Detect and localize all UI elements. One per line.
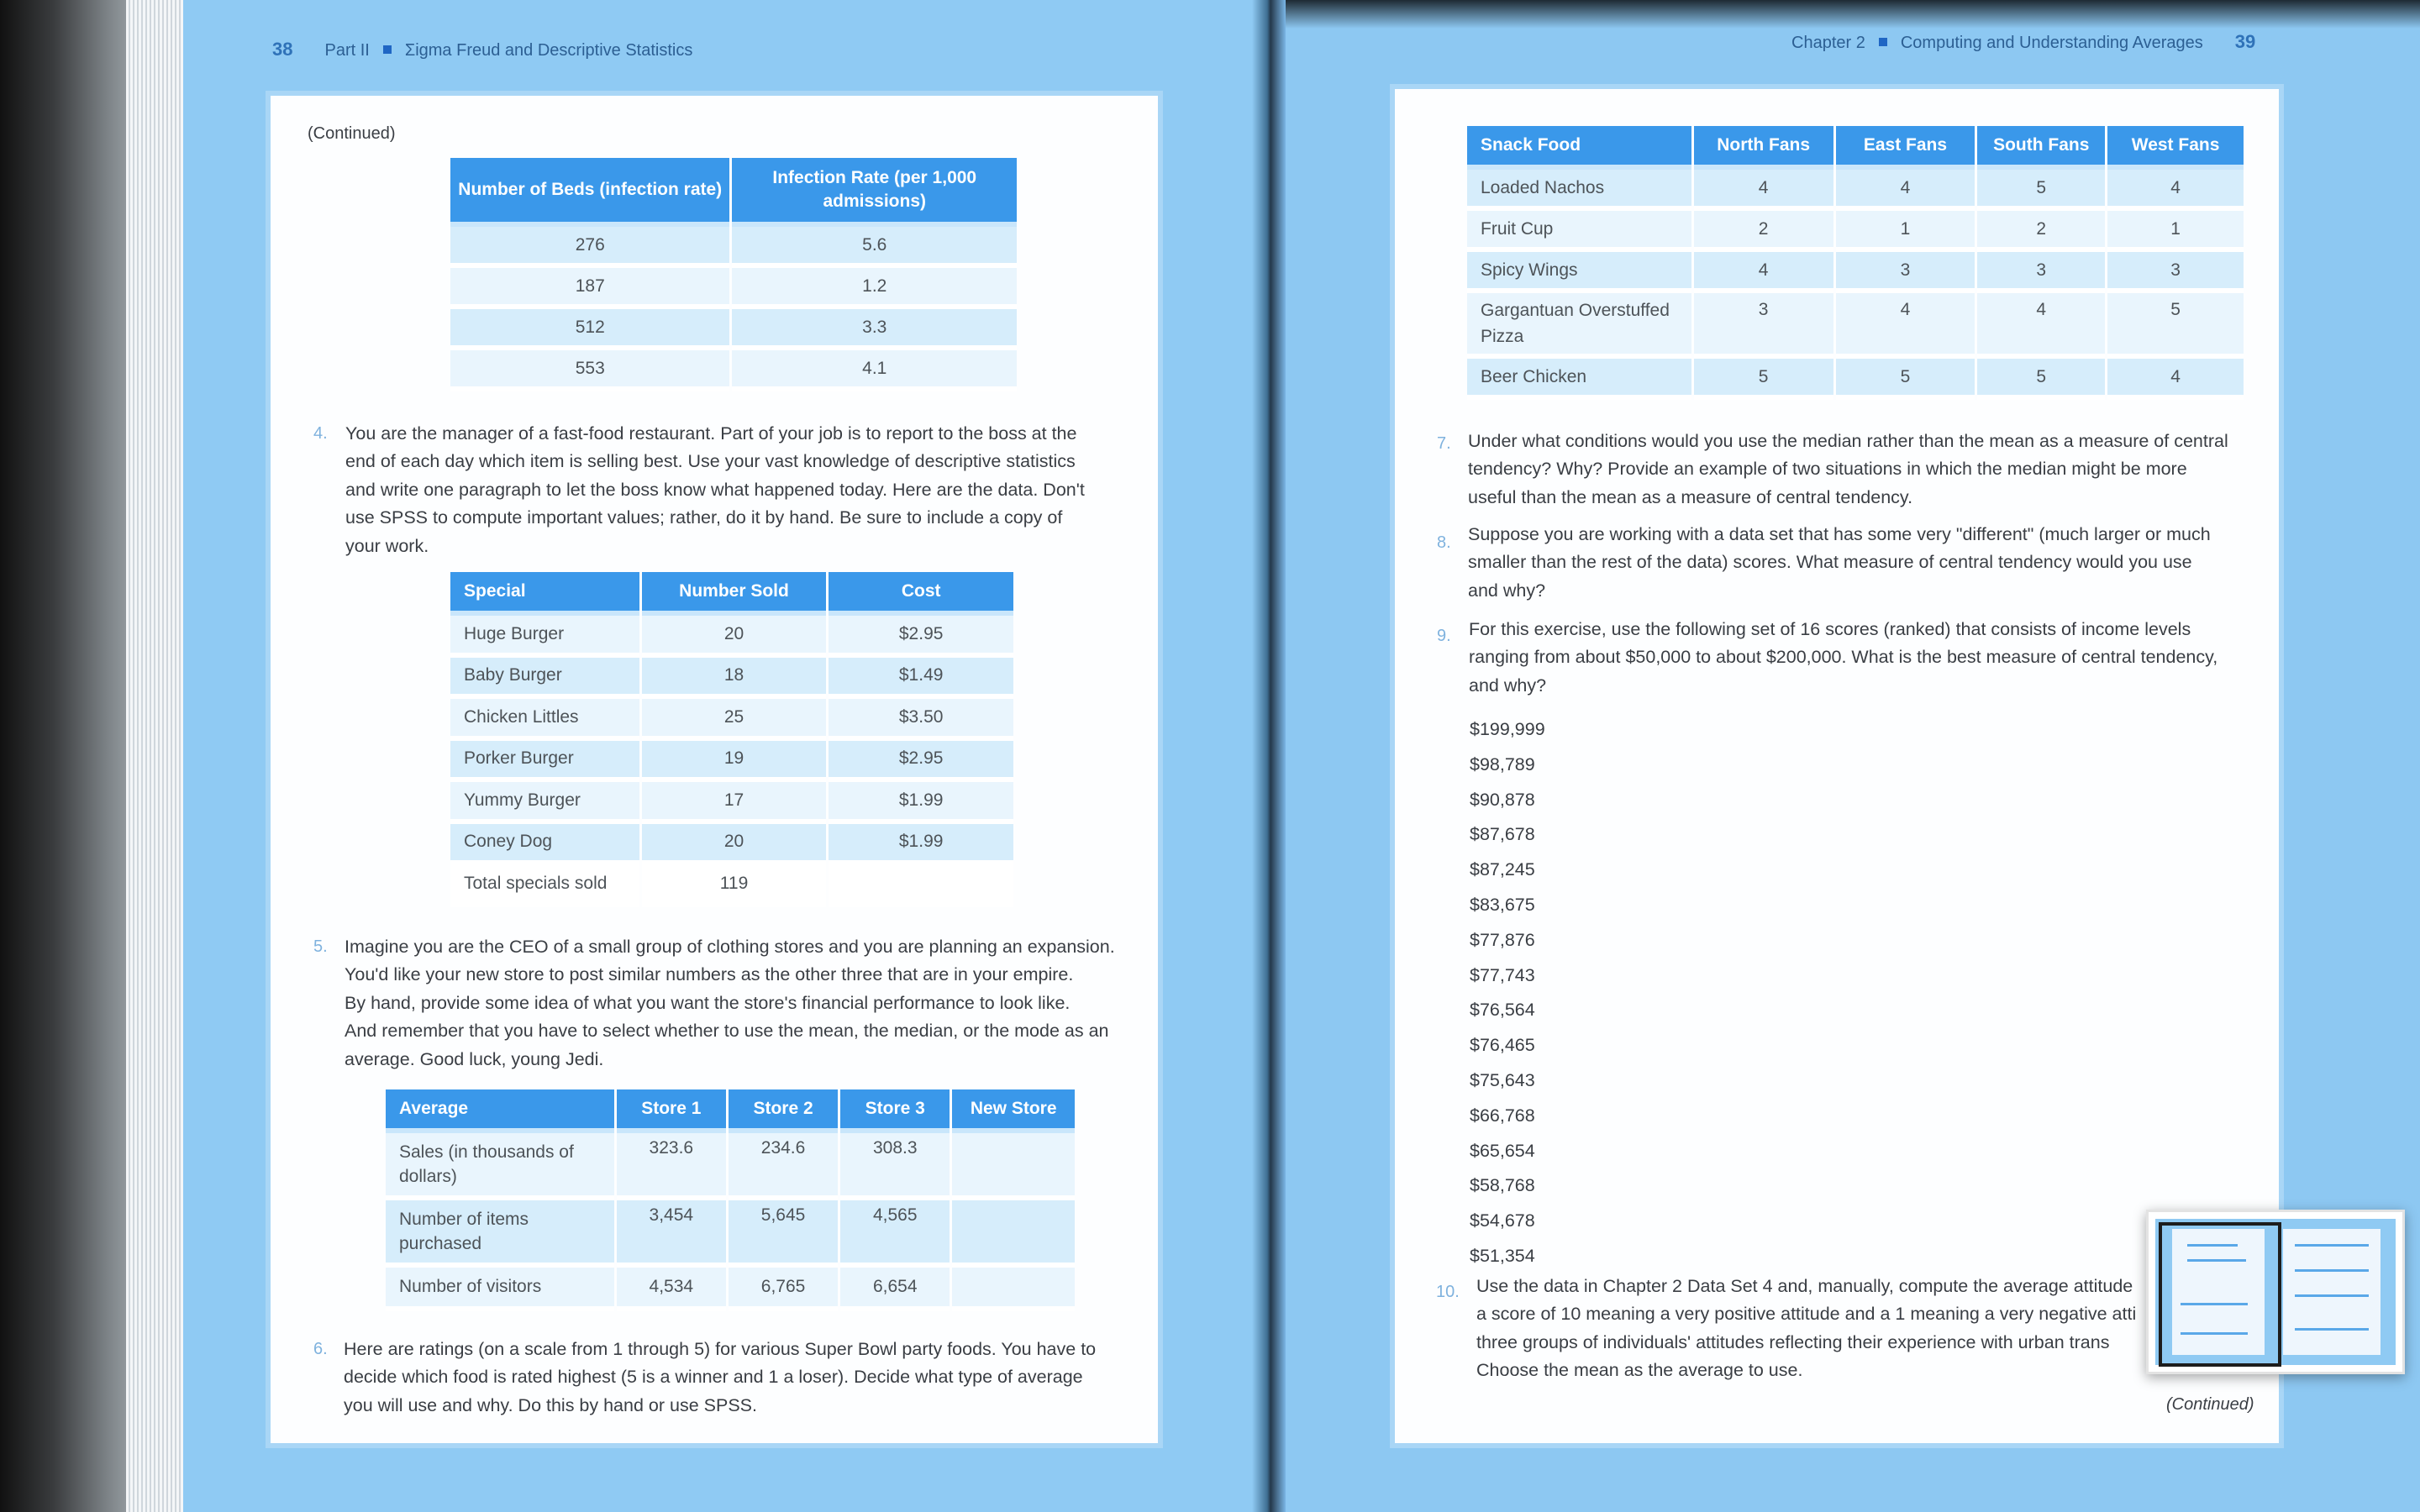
table-cell: 3.3 <box>732 309 1017 350</box>
table-cell: 4 <box>1836 170 1975 211</box>
text-line: Suppose you are working with a data set that has some very "different" (much larger or much <box>1468 524 2211 544</box>
question-7-text <box>1468 428 2228 512</box>
table-cell: 1 <box>1836 211 1975 252</box>
question-number: 7. <box>1437 434 1451 453</box>
table-cell: 119 <box>642 865 827 907</box>
question-10-text <box>1476 1273 2140 1385</box>
table-cell: 512 <box>450 309 729 350</box>
table-cell: 276 <box>450 227 729 268</box>
list-item: $76,564 <box>1470 1000 1535 1021</box>
page-thumbnail-navigator[interactable] <box>2146 1210 2405 1374</box>
list-item: $90,878 <box>1470 789 1535 810</box>
left-book-edge <box>0 0 134 1512</box>
table-cell: 5 <box>1977 170 2105 211</box>
table-cell: 4 <box>2107 170 2244 211</box>
table-cell: 553 <box>450 350 729 391</box>
table-cell: Loaded Nachos <box>1467 170 1691 211</box>
continued-label-right: (Continued) <box>2166 1395 2254 1414</box>
table-cell: 4.1 <box>732 350 1017 391</box>
text-line: ranging from about $50,000 to about $200,000. What is the best measure of central tendency, <box>1469 647 2218 668</box>
thumbnail-table-line <box>2295 1294 2369 1297</box>
question-number: 6. <box>313 1340 328 1358</box>
text-line: Imagine you are the CEO of a small group of clothing stores and you are planning an expansion. <box>345 937 1115 957</box>
income-list <box>1470 712 1545 1274</box>
list-item: $65,654 <box>1470 1140 1535 1161</box>
page-number-left: 38 <box>272 39 293 60</box>
question-6-text <box>344 1336 1096 1420</box>
list-item: $199,999 <box>1470 719 1545 739</box>
table-cell: Fruit Cup <box>1467 211 1691 252</box>
question-number: 5. <box>313 937 328 956</box>
table-cell: 1.2 <box>732 268 1017 309</box>
table-header: Number Sold <box>642 572 827 616</box>
table-cell: Chicken Littles <box>450 699 639 741</box>
text-line: Here are ratings (on a scale from 1 through 5) for various Super Bowl party foods. You have to <box>344 1339 1097 1359</box>
table-header: Store 2 <box>729 1089 838 1133</box>
table-cell: 3 <box>1836 252 1975 293</box>
continued-label: (Continued) <box>308 124 396 143</box>
chapter-label: Chapter 2 <box>1791 34 1865 52</box>
table-cell: $1.99 <box>829 824 1013 866</box>
table-cell: 187 <box>450 268 729 309</box>
table-cell: Total specials sold <box>450 865 639 907</box>
question-number: 8. <box>1437 533 1451 552</box>
table-cell: $2.95 <box>829 616 1013 658</box>
table-cell: 4 <box>1694 170 1833 211</box>
table-cell: 323.6 <box>617 1133 726 1200</box>
table-cell: Huge Burger <box>450 616 639 658</box>
table-cell: 2 <box>1694 211 1833 252</box>
text-line: use SPSS to compute important values; rather, do it by hand. Be sure to include a copy of <box>345 507 1063 528</box>
text-line: and write one paragraph to let the boss know what happened today. Here are the data. Don't <box>345 479 1085 500</box>
thumbnail-preview <box>2155 1219 2396 1365</box>
table-cell: 25 <box>642 699 827 741</box>
thumbnail-table-line <box>2295 1328 2369 1331</box>
question-number: 9. <box>1437 627 1451 645</box>
question-8-text <box>1468 521 2211 605</box>
table-cell: Porker Burger <box>450 741 639 783</box>
list-item: $77,876 <box>1470 929 1535 950</box>
table-header: West Fans <box>2107 126 2244 170</box>
table-cell: 20 <box>642 616 827 658</box>
question-5-text <box>345 933 1115 1074</box>
text-line: average. Good luck, young Jedi. <box>345 1048 604 1069</box>
table-cell: 6,654 <box>840 1268 950 1311</box>
part-label: Part II <box>324 41 370 60</box>
table-cell: 18 <box>642 658 827 700</box>
text-line: And remember that you have to select whether to use the mean, the median, or the mode as an <box>345 1021 1109 1042</box>
chapter-title: Computing and Understanding Averages <box>1900 34 2203 52</box>
list-item: $87,245 <box>1470 859 1535 880</box>
question-number: 10. <box>1436 1283 1460 1301</box>
page-number-right: 39 <box>2234 31 2256 52</box>
table-cell: 3,454 <box>617 1200 726 1268</box>
table-cell: $2.95 <box>829 741 1013 783</box>
list-item: $51,354 <box>1470 1245 1535 1266</box>
list-item: $76,465 <box>1470 1035 1535 1056</box>
table-cell: 20 <box>642 824 827 866</box>
table-cell: 1 <box>2107 211 2244 252</box>
text-line: Choose the mean as the average to use. <box>1476 1360 1803 1381</box>
table-header: Number of Beds (infection rate) <box>450 158 729 227</box>
text-line: You are the manager of a fast-food restaurant. Part of your job is to report to the boss at the <box>345 423 1077 444</box>
table-cell: Number of visitors <box>386 1268 614 1311</box>
book-gutter <box>1252 0 1286 1512</box>
table-cell: 234.6 <box>729 1133 838 1200</box>
table-cell: Beer Chicken <box>1467 359 1691 400</box>
text-line: three groups of individuals' attitudes reflecting their experience with urban trans <box>1476 1331 2110 1352</box>
question-number: 4. <box>313 424 328 443</box>
thumbnail-right-page <box>2283 1229 2381 1355</box>
list-item: $66,768 <box>1470 1105 1535 1126</box>
snack-table <box>1465 126 2246 400</box>
text-line: You'd like your new store to post similar numbers as the other three that are in your empire. <box>345 964 1074 985</box>
table-header: Infection Rate (per 1,000 admissions) <box>732 158 1017 227</box>
text-line: smaller than the rest of the data) scores. What measure of central tendency would you use <box>1468 552 2192 573</box>
thumbnail-table-line <box>2295 1244 2369 1247</box>
table-cell: 5,645 <box>729 1200 838 1268</box>
table-cell <box>829 865 1013 907</box>
table-cell: 6,765 <box>729 1268 838 1311</box>
table-header: Store 1 <box>617 1089 726 1133</box>
table-cell: 4,565 <box>840 1200 950 1268</box>
table-header: Snack Food <box>1467 126 1691 170</box>
table-cell: $1.49 <box>829 658 1013 700</box>
table-cell: 4 <box>1694 252 1833 293</box>
text-line: and why? <box>1469 675 1547 696</box>
question-9-text <box>1469 616 2217 700</box>
list-item: $54,678 <box>1470 1210 1535 1231</box>
text-line: Under what conditions would you use the median rather than the mean as a measure of central <box>1468 431 2228 451</box>
table-cell: 5 <box>1694 359 1833 400</box>
table-cell: 5.6 <box>732 227 1017 268</box>
thumbnail-table-line <box>2295 1269 2369 1272</box>
table-cell: 4 <box>1836 293 1975 359</box>
table-cell: 17 <box>642 782 827 824</box>
text-line: For this exercise, use the following set of 16 scores (ranked) that consists of income levels <box>1469 619 2191 639</box>
table-header: North Fans <box>1694 126 1833 170</box>
text-line: your work. <box>345 535 429 556</box>
stores-table <box>383 1089 1077 1311</box>
text-line: a score of 10 meaning a very positive attitude and a 1 meaning a very negative atti <box>1476 1304 2137 1325</box>
beds-table <box>448 158 1019 391</box>
table-cell: 19 <box>642 741 827 783</box>
table-cell: Gargantuan Overstuffed Pizza <box>1467 293 1691 359</box>
list-item: $83,675 <box>1470 894 1535 915</box>
table-cell: 5 <box>2107 293 2244 359</box>
list-item: $58,768 <box>1470 1175 1535 1196</box>
table-header: Average <box>386 1089 614 1133</box>
table-header: New Store <box>952 1089 1075 1133</box>
text-line: you will use and why. Do this by hand or use SPSS. <box>344 1394 757 1415</box>
table-cell: Sales (in thousands of dollars) <box>386 1133 614 1200</box>
text-line: and why? <box>1468 580 1546 601</box>
table-cell: Baby Burger <box>450 658 639 700</box>
table-header: Store 3 <box>840 1089 950 1133</box>
table-header: East Fans <box>1836 126 1975 170</box>
table-cell: 4 <box>2107 359 2244 400</box>
question-4-text <box>345 420 1085 560</box>
table-cell: 5 <box>1977 359 2105 400</box>
table-cell <box>952 1268 1075 1311</box>
table-cell: 3 <box>1694 293 1833 359</box>
specials-table <box>448 572 1016 907</box>
table-cell: 308.3 <box>840 1133 950 1200</box>
left-running-head <box>272 39 692 60</box>
list-item: $87,678 <box>1470 824 1535 845</box>
text-line: tendency? Why? Provide an example of two situations in which the median might be more <box>1468 459 2187 480</box>
table-header: Special <box>450 572 639 616</box>
table-cell: 4 <box>1977 293 2105 359</box>
table-cell: Number of items purchased <box>386 1200 614 1268</box>
table-cell: Spicy Wings <box>1467 252 1691 293</box>
table-cell: $3.50 <box>829 699 1013 741</box>
table-cell: 4,534 <box>617 1268 726 1311</box>
text-line: end of each day which item is selling best. Use your vast knowledge of descriptive statistics <box>345 451 1076 472</box>
thumbnail-viewport-frame[interactable] <box>2159 1222 2281 1367</box>
text-line: Use the data in Chapter 2 Data Set 4 and, manually, compute the average attitude <box>1476 1276 2133 1296</box>
table-cell: $1.99 <box>829 782 1013 824</box>
table-cell: 3 <box>2107 252 2244 293</box>
square-bullet-icon <box>383 45 392 54</box>
list-item: $75,643 <box>1470 1069 1535 1090</box>
table-cell: Yummy Burger <box>450 782 639 824</box>
table-header: Cost <box>829 572 1013 616</box>
text-line: useful than the mean as a measure of central tendency. <box>1468 486 1913 507</box>
table-cell: 2 <box>1977 211 2105 252</box>
table-cell <box>952 1133 1075 1200</box>
table-cell: 5 <box>1836 359 1975 400</box>
section-title: Σigma Freud and Descriptive Statistics <box>404 41 693 60</box>
square-bullet-icon <box>1879 38 1887 46</box>
top-shadow <box>1252 0 2420 29</box>
table-header: South Fans <box>1977 126 2105 170</box>
table-cell: 3 <box>1977 252 2105 293</box>
right-running-head <box>1791 31 2255 53</box>
text-line: decide which food is rated highest (5 is a winner and 1 a loser). Decide what type of average <box>344 1367 1083 1388</box>
list-item: $98,789 <box>1470 753 1535 774</box>
table-cell: Coney Dog <box>450 824 639 866</box>
list-item: $77,743 <box>1470 964 1535 985</box>
text-line: By hand, provide some idea of what you want the store's financial performance to look like. <box>345 992 1071 1013</box>
table-cell <box>952 1200 1075 1268</box>
